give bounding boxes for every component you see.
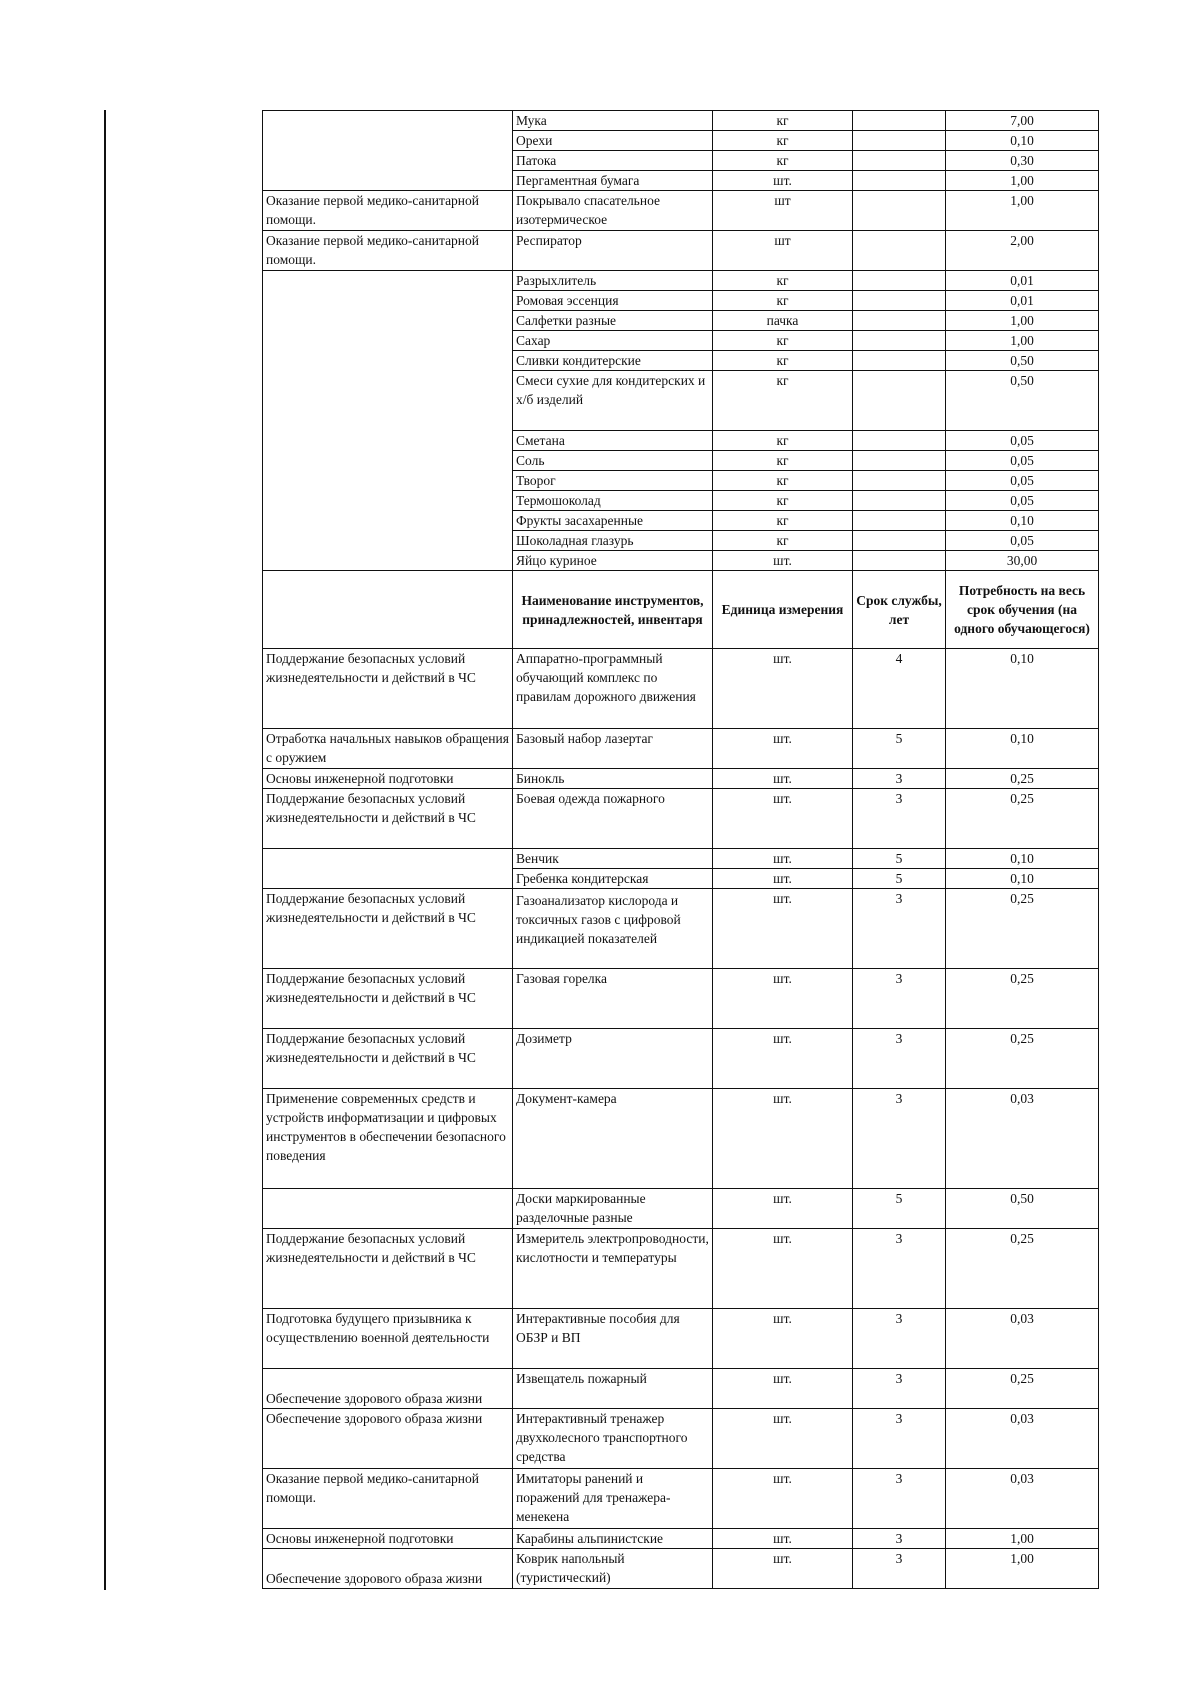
item-qty: 1,00	[946, 191, 1099, 231]
activity-cell-empty	[263, 571, 513, 649]
item-term: 3	[853, 1409, 946, 1469]
item-name: Смеси сухие для кондитерских и х/б изделий	[513, 371, 713, 431]
table-row	[263, 1469, 1099, 1529]
item-term: 3	[853, 1229, 946, 1309]
item-qty: 0,25	[946, 1029, 1099, 1089]
item-term	[853, 231, 946, 271]
item-unit: шт.	[713, 1369, 853, 1409]
equipment-table	[262, 110, 1099, 1589]
table-row	[263, 789, 1099, 849]
item-term	[853, 511, 946, 531]
item-name: Орехи	[513, 131, 713, 151]
item-qty: 0,05	[946, 491, 1099, 511]
item-qty: 0,03	[946, 1089, 1099, 1189]
item-name: Документ-камера	[513, 1089, 713, 1189]
item-unit: кг	[713, 471, 853, 491]
item-qty: 2,00	[946, 231, 1099, 271]
item-name: Пергаментная бумага	[513, 171, 713, 191]
item-qty: 7,00	[946, 111, 1099, 131]
item-unit: кг	[713, 451, 853, 471]
activity-cell: Основы инженерной подготовки	[263, 1529, 513, 1549]
item-unit: шт.	[713, 969, 853, 1029]
item-unit: шт	[713, 231, 853, 271]
item-unit: кг	[713, 371, 853, 431]
table-row	[263, 849, 1099, 869]
activity-cell: Оказание первой медико-санитарной помощи.	[263, 191, 513, 231]
item-unit: шт.	[713, 869, 853, 889]
item-term: 4	[853, 649, 946, 729]
item-unit: шт.	[713, 1089, 853, 1189]
item-qty: 30,00	[946, 551, 1099, 571]
item-name: Карабины альпинистские	[513, 1529, 713, 1549]
activity-cell: Обеспечение здорового образа жизни	[263, 1409, 513, 1469]
item-name: Сметана	[513, 431, 713, 451]
item-unit: кг	[713, 131, 853, 151]
item-qty: 1,00	[946, 331, 1099, 351]
item-name: Венчик	[513, 849, 713, 869]
item-qty: 0,10	[946, 131, 1099, 151]
item-unit: шт.	[713, 1469, 853, 1529]
item-name: Яйцо куриное	[513, 551, 713, 571]
item-qty: 0,25	[946, 889, 1099, 969]
item-name: Шоколадная глазурь	[513, 531, 713, 551]
activity-cell: Подготовка будущего призывника к осуществлению военной деятельности	[263, 1309, 513, 1369]
table-row	[263, 1529, 1099, 1549]
activity-cell: Применение современных средств и устройств информатизации и цифровых инструментов в обеспечении безопасного поведения	[263, 1089, 513, 1189]
item-unit: шт.	[713, 1029, 853, 1089]
item-term: 3	[853, 1029, 946, 1089]
item-unit: шт.	[713, 649, 853, 729]
item-qty: 0,05	[946, 531, 1099, 551]
table-row	[263, 1229, 1099, 1309]
item-unit: кг	[713, 351, 853, 371]
item-name: Коврик напольный (туристический)	[513, 1549, 713, 1589]
item-term	[853, 171, 946, 191]
item-name: Творог	[513, 471, 713, 491]
item-unit: шт.	[713, 769, 853, 789]
item-term: 3	[853, 969, 946, 1029]
item-qty: 1,00	[946, 1529, 1099, 1549]
item-term: 5	[853, 849, 946, 869]
table-row	[263, 1549, 1099, 1589]
item-unit: кг	[713, 331, 853, 351]
activity-cell: Поддержание безопасных условий жизнедеятельности и действий в ЧС	[263, 889, 513, 969]
table-row	[263, 649, 1099, 729]
activity-cell: Обеспечение здорового образа жизни	[263, 1369, 513, 1409]
item-term: 3	[853, 769, 946, 789]
item-term	[853, 111, 946, 131]
activity-cell: Основы инженерной подготовки	[263, 769, 513, 789]
item-unit: шт.	[713, 171, 853, 191]
item-name: Салфетки разные	[513, 311, 713, 331]
item-name: Патока	[513, 151, 713, 171]
left-margin-rule	[104, 110, 106, 1590]
item-term: 5	[853, 729, 946, 769]
item-unit: шт.	[713, 849, 853, 869]
item-qty: 1,00	[946, 311, 1099, 331]
item-qty: 0,25	[946, 1229, 1099, 1309]
item-term	[853, 191, 946, 231]
item-qty: 0,05	[946, 451, 1099, 471]
item-qty: 1,00	[946, 171, 1099, 191]
table-row	[263, 1309, 1099, 1369]
activity-cell: Поддержание безопасных условий жизнедеятельности и действий в ЧС	[263, 1229, 513, 1309]
item-term	[853, 351, 946, 371]
header-name: Наименование инструментов, принадлежностей, инвентаря	[513, 571, 713, 649]
activity-cell: Поддержание безопасных условий жизнедеятельности и действий в ЧС	[263, 649, 513, 729]
table-header-row	[263, 571, 1099, 649]
item-term	[853, 451, 946, 471]
item-unit: кг	[713, 151, 853, 171]
item-qty: 0,25	[946, 1369, 1099, 1409]
item-term	[853, 331, 946, 351]
table-row	[263, 1029, 1099, 1089]
item-term	[853, 271, 946, 291]
item-unit: кг	[713, 431, 853, 451]
item-qty: 0,10	[946, 869, 1099, 889]
item-term: 3	[853, 889, 946, 969]
item-name: Мука	[513, 111, 713, 131]
item-term: 3	[853, 1469, 946, 1529]
table-row	[263, 769, 1099, 789]
item-qty: 0,50	[946, 371, 1099, 431]
table-row	[263, 111, 1099, 131]
item-name: Термошоколад	[513, 491, 713, 511]
item-unit: кг	[713, 511, 853, 531]
item-name: Извещатель пожарный	[513, 1369, 713, 1409]
item-name: Сахар	[513, 331, 713, 351]
item-unit: шт.	[713, 1529, 853, 1549]
item-qty: 1,00	[946, 1549, 1099, 1589]
item-unit: шт.	[713, 1409, 853, 1469]
activity-cell: Оказание первой медико-санитарной помощи.	[263, 1469, 513, 1529]
item-qty: 0,25	[946, 789, 1099, 849]
item-qty: 0,10	[946, 729, 1099, 769]
item-name: Сливки кондитерские	[513, 351, 713, 371]
item-qty: 0,03	[946, 1469, 1099, 1529]
item-name: Бинокль	[513, 769, 713, 789]
item-qty: 0,10	[946, 849, 1099, 869]
item-qty: 0,05	[946, 431, 1099, 451]
activity-cell: Поддержание безопасных условий жизнедеятельности и действий в ЧС	[263, 969, 513, 1029]
item-unit: пачка	[713, 311, 853, 331]
activity-cell: Оказание первой медико-санитарной помощи.	[263, 231, 513, 271]
item-unit: шт.	[713, 789, 853, 849]
item-name: Измеритель электропроводности, кислотности и температуры	[513, 1229, 713, 1309]
item-qty: 0,50	[946, 1189, 1099, 1229]
item-name: Имитаторы ранений и поражений для тренажера-менекена	[513, 1469, 713, 1529]
activity-cell: Поддержание безопасных условий жизнедеятельности и действий в ЧС	[263, 789, 513, 849]
item-term: 3	[853, 1549, 946, 1589]
item-unit: шт.	[713, 1229, 853, 1309]
item-unit: кг	[713, 111, 853, 131]
item-unit: шт.	[713, 729, 853, 769]
item-qty: 0,03	[946, 1409, 1099, 1469]
item-name: Газоанализатор кислорода и токсичных газов с цифровой индикацией показателей	[513, 889, 713, 969]
item-name: Газовая горелка	[513, 969, 713, 1029]
item-unit: шт.	[713, 551, 853, 571]
table-row	[263, 271, 1099, 291]
table-row	[263, 1369, 1099, 1409]
item-name: Доски маркированные разделочные разные	[513, 1189, 713, 1229]
activity-cell: Отработка начальных навыков обращения с оружием	[263, 729, 513, 769]
item-term: 3	[853, 1089, 946, 1189]
item-term	[853, 311, 946, 331]
item-name: Покрывало спасательное изотермическое	[513, 191, 713, 231]
item-term: 3	[853, 1309, 946, 1369]
item-unit: шт.	[713, 1189, 853, 1229]
activity-cell: Поддержание безопасных условий жизнедеятельности и действий в ЧС	[263, 1029, 513, 1089]
item-name: Боевая одежда пожарного	[513, 789, 713, 849]
activity-cell-empty	[263, 849, 513, 889]
item-term: 5	[853, 1189, 946, 1229]
item-qty: 0,10	[946, 511, 1099, 531]
item-term	[853, 151, 946, 171]
item-unit: шт.	[713, 1309, 853, 1369]
item-name: Фрукты засахаренные	[513, 511, 713, 531]
item-term	[853, 131, 946, 151]
item-name: Интерактивные пособия для ОБЗР и ВП	[513, 1309, 713, 1369]
item-unit: кг	[713, 491, 853, 511]
table-row	[263, 231, 1099, 271]
item-term: 5	[853, 869, 946, 889]
item-unit: кг	[713, 271, 853, 291]
item-name: Гребенка кондитерская	[513, 869, 713, 889]
item-qty: 0,03	[946, 1309, 1099, 1369]
item-term: 3	[853, 1369, 946, 1409]
activity-cell-empty	[263, 1189, 513, 1229]
item-qty: 0,01	[946, 291, 1099, 311]
table-row	[263, 1409, 1099, 1469]
item-term	[853, 291, 946, 311]
item-term: 3	[853, 789, 946, 849]
item-term	[853, 371, 946, 431]
item-term	[853, 431, 946, 451]
table-row	[263, 191, 1099, 231]
table-row	[263, 969, 1099, 1029]
item-qty: 0,30	[946, 151, 1099, 171]
item-term	[853, 491, 946, 511]
item-name: Респиратор	[513, 231, 713, 271]
item-name: Соль	[513, 451, 713, 471]
item-term	[853, 531, 946, 551]
activity-cell-empty	[263, 111, 513, 191]
item-name: Интерактивный тренажер двухколесного транспортного средства	[513, 1409, 713, 1469]
table-row	[263, 889, 1099, 969]
item-qty: 0,25	[946, 769, 1099, 789]
item-unit: шт.	[713, 889, 853, 969]
header-term: Срок службы, лет	[853, 571, 946, 649]
item-name: Разрыхлитель	[513, 271, 713, 291]
table-row	[263, 1089, 1099, 1189]
item-qty: 0,50	[946, 351, 1099, 371]
header-need: Потребность на весь срок обучения (на одного обучающегося)	[946, 571, 1099, 649]
header-unit: Единица измерения	[713, 571, 853, 649]
item-unit: шт.	[713, 1549, 853, 1589]
item-term: 3	[853, 1529, 946, 1549]
item-name: Аппаратно-программный обучающий комплекс по правилам дорожного движения	[513, 649, 713, 729]
item-name: Базовый набор лазертаг	[513, 729, 713, 769]
item-qty: 0,05	[946, 471, 1099, 491]
item-name: Дозиметр	[513, 1029, 713, 1089]
table-row	[263, 1189, 1099, 1229]
item-unit: кг	[713, 291, 853, 311]
item-qty: 0,01	[946, 271, 1099, 291]
activity-cell-empty	[263, 271, 513, 571]
item-unit: кг	[713, 531, 853, 551]
item-qty: 0,25	[946, 969, 1099, 1029]
table-row	[263, 729, 1099, 769]
activity-cell: Обеспечение здорового образа жизни	[263, 1549, 513, 1589]
item-unit: шт	[713, 191, 853, 231]
item-term	[853, 551, 946, 571]
item-qty: 0,10	[946, 649, 1099, 729]
item-name: Ромовая эссенция	[513, 291, 713, 311]
item-term	[853, 471, 946, 491]
